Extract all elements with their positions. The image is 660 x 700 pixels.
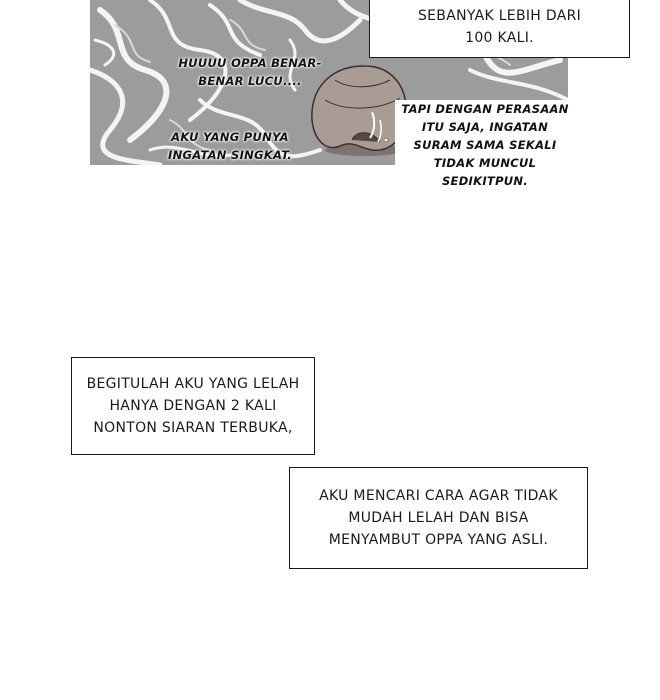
dialogue-aku-yang: AKU YANG PUNYA INGATAN SINGKAT. — [167, 130, 293, 162]
caption-bottom-text: AKU MENCARI CARA AGAR TIDAK MUDAH LELAH DAN BISA MENYAMBUT OPPA YANG ASLI. — [319, 488, 558, 548]
caption-middle-text: BEGITULAH AKU YANG LELAH HANYA DENGAN 2 KALI NONTON SIARAN TERBUKA, — [86, 376, 300, 436]
dialogue-huuu: HUUUU OPPA BENAR- BENAR LUCU.... — [178, 56, 322, 88]
dialogue-tapi: TAPI DENGAN PERASAAN ITU SAJA, INGATAN SURAM SAMA SEKALI TIDAK MUNCUL SEDIKITPUN. — [395, 100, 575, 190]
caption-bottom — [289, 467, 588, 569]
caption-top-text: SEBANYAK LEBIH DARI 100 KALI. — [417, 8, 582, 46]
caption-top — [369, 0, 630, 58]
caption-middle — [71, 357, 315, 455]
